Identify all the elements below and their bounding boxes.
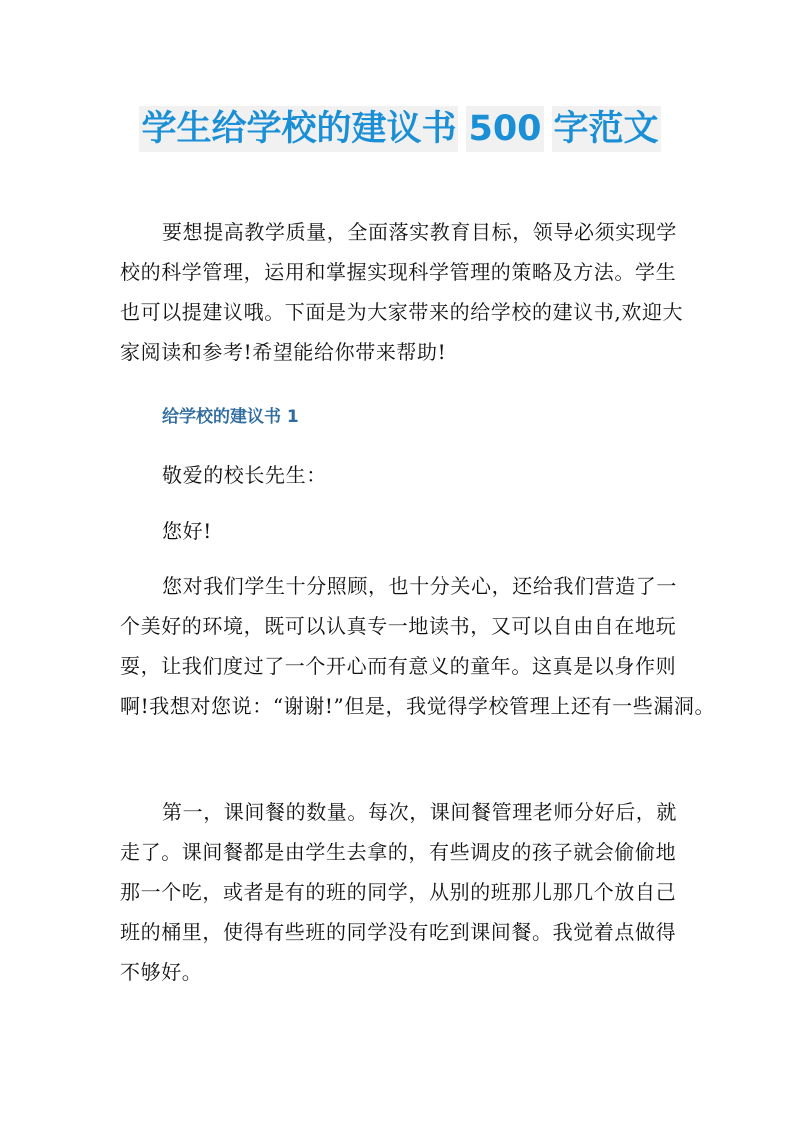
- intro-line: 要想提高教学质量，全面落实教育目标，领导必须实现学: [162, 220, 677, 244]
- page-title: [0, 106, 800, 152]
- title-segment-main: 学生给学校的建议书: [139, 106, 458, 152]
- paragraph-line: 班的桶里，使得有些班的同学没有吃到课间餐。我觉着点做得: [120, 920, 677, 944]
- paragraph-line: 走了。课间餐都是由学生去拿的，有些调皮的孩子就会偷偷地: [120, 840, 677, 864]
- paragraph-line: 不够好。: [120, 960, 203, 984]
- paragraph-line: 您对我们学生十分照顾，也十分关心，还给我们营造了一: [162, 574, 677, 598]
- intro-paragraph: [120, 212, 684, 372]
- title-segment-suffix: 字范文: [552, 106, 661, 152]
- paragraph-line: 耍，让我们度过了一个开心而有意义的童年。这真是以身作则: [120, 654, 677, 678]
- title-segment-number: 500: [466, 106, 543, 152]
- intro-line: 校的科学管理，运用和掌握实现科学管理的策略及方法。学生: [120, 260, 677, 284]
- paragraph-line: 第一，课间餐的数量。每次，课间餐管理老师分好后，就: [162, 800, 677, 824]
- body-paragraph-2: [120, 792, 680, 992]
- paragraph-line: 那一个吃，或者是有的班的同学，从别的班那儿那几个放自己: [120, 880, 677, 904]
- section-heading: 给学校的建议书 1: [162, 407, 299, 427]
- body-paragraph-1: [120, 566, 716, 726]
- intro-line: 家阅读和参考!希望能给你带来帮助!: [120, 340, 447, 364]
- salutation: 敬爱的校长先生：: [162, 463, 327, 487]
- intro-line: 也可以提建议哦。下面是为大家带来的给学校的建议书,欢迎大: [120, 300, 684, 324]
- paragraph-line: 啊!我想对您说：“谢谢!”但是，我觉得学校管理上还有一些漏洞。: [120, 694, 716, 718]
- greeting: 您好!: [162, 519, 212, 543]
- paragraph-line: 个美好的环境，既可以认真专一地读书，又可以自由自在地玩: [120, 614, 677, 638]
